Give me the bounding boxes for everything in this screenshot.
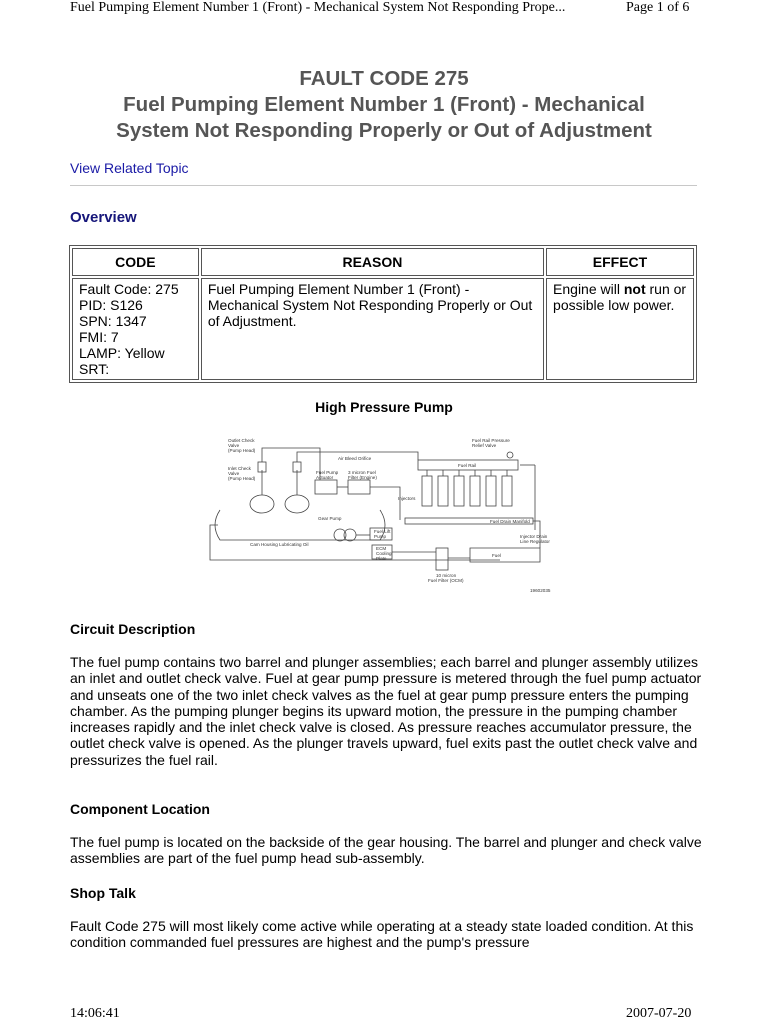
title-line-3: System Not Responding Properly or Out of Adjustment: [116, 119, 652, 142]
code-cell: [72, 278, 199, 380]
high-pressure-pump-diagram: [200, 430, 560, 600]
fuel-drain-manifold-label: Fuel Drain Manifold: [490, 519, 530, 524]
header-title: Fuel Pumping Element Number 1 (Front) - Mechanical System Not Responding Prope...: [70, 0, 566, 15]
figure-id: 19602035: [530, 588, 551, 593]
fuel-pump-actuator-label: Fuel Pump Actuator: [316, 470, 339, 480]
air-bleed-orifice-label: Air Bleed Orifice: [338, 456, 372, 461]
ocm-filter-shape: [436, 548, 448, 570]
table-header-row: [72, 248, 694, 276]
fault-code-table: [69, 245, 697, 383]
cam-housing-shape: [215, 510, 385, 540]
pump-barrel-1: [250, 495, 274, 513]
table-row: [72, 278, 694, 380]
section-text-circuit: The fuel pump contains two barrel and plunger assemblies; each barrel and plunger assembly utilizes an inlet and outlet check valve. Fuel at gear pump pressure is metered through the fuel pump actuator and unseats one of the two inlet check valves as the fuel at gear pump pressure enters the pumping chamber. As the pumping plunger begins its upward motion, the pressure in the pumping chamber increases rapidly and the inlet check valve is closed. As pressure reaches accumulator pressure, the outlet check valve is opened. As the plunger travels upward, fuel exits past the outlet check valve and pressurizes the fuel rail.: [70, 654, 702, 768]
section-text-shop-talk: Fault Code 275 will most likely come active while operating at a steady state loaded condition. At this condition commanded fuel pressures are highest and the pump's pressure: [70, 918, 694, 951]
fuel-rail-label: Fuel Rail: [458, 463, 477, 468]
code-line: PID: S126: [79, 297, 143, 313]
effect-cell: [546, 278, 694, 380]
code-line: SPN: 1347: [79, 313, 147, 329]
outlet-check-valve-label: Outlet Check Valve (Pump Head): [228, 438, 256, 453]
header-effect: EFFECT: [546, 248, 694, 276]
engine-filter-shape: [348, 480, 370, 494]
injectors-group: [422, 470, 512, 506]
section-heading-location: Component Location: [70, 801, 210, 817]
code-line: Fault Code: 275: [79, 281, 179, 297]
section-text-location: The fuel pump is located on the backside of the gear housing. The barrel and plunger and check valve assemblies are part of the fuel pump head sub-assembly.: [70, 834, 702, 867]
title-line-2: Fuel Pumping Element Number 1 (Front) - Mechanical: [123, 93, 645, 116]
figure-caption: High Pressure Pump: [315, 399, 453, 415]
overview-heading: Overview: [70, 209, 137, 226]
injector-drain-regulator-label: Injector Drain Line Regulator: [520, 534, 550, 544]
section-heading-shop-talk: Shop Talk: [70, 885, 136, 901]
effect-emphasis: not: [623, 281, 646, 297]
code-line: FMI: 7: [79, 329, 119, 345]
code-line: SRT:: [79, 361, 110, 377]
section-heading-circuit: Circuit Description: [70, 621, 196, 637]
ecm-cooling-plate-label: ECM Cooling Plate: [376, 546, 392, 561]
fuel-label: Fuel: [492, 553, 501, 558]
footer-time: 14:06:41: [70, 1006, 120, 1021]
cam-housing-label: Cam Housing Lubricating Oil: [250, 542, 309, 547]
header-code: CODE: [72, 248, 199, 276]
relief-valve-label: Fuel Rail Pressure Relief Valve: [472, 438, 510, 448]
footer-date: 2007-07-20: [626, 1006, 692, 1021]
inlet-check-valve-label: Inlet Check Valve (Pump Head): [228, 466, 256, 481]
engine-filter-label: 3 micron Fuel Filter (Engine): [348, 470, 377, 480]
page-indicator: Page 1 of 6: [626, 0, 690, 15]
injectors-label: Injectors: [398, 496, 416, 501]
effect-text-rest: run or possible low power.: [553, 281, 687, 313]
view-related-topic-link[interactable]: View Related Topic: [70, 160, 189, 176]
gear-pump-label: Gear Pump: [318, 516, 342, 521]
divider: [70, 185, 697, 186]
effect-text: Engine will: [553, 281, 624, 297]
reason-cell: Fuel Pumping Element Number 1 (Front) - Mechanical System Not Responding Properly or Out of Adjustment.: [201, 278, 544, 380]
document-title: [60, 66, 708, 144]
pump-barrel-2: [285, 495, 309, 513]
relief-valve-shape: [507, 452, 513, 458]
fuel-pump-actuator-shape: [315, 480, 337, 494]
fuel-lift-pump-label: Fuel Lift Pump: [374, 529, 391, 539]
ocm-filter-label: 10 micron Fuel Filter (OCM): [428, 573, 464, 583]
page-header: [0, 0, 768, 20]
header-reason: REASON: [201, 248, 544, 276]
title-line-1: FAULT CODE 275: [299, 67, 469, 90]
code-line: LAMP: Yellow: [79, 345, 165, 361]
